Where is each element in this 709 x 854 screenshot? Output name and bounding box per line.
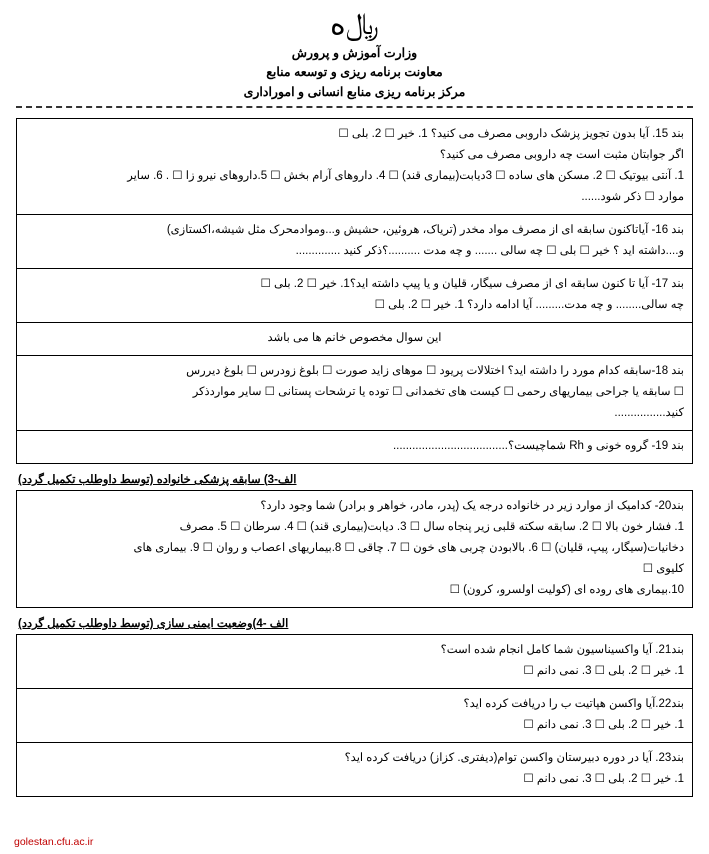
section-heading-alef-4: الف -4)وضعیت ایمنی سازی (توسط داوطلب تکمیل گردد) — [18, 618, 289, 630]
item-23 — [17, 743, 692, 796]
item-18-line-1: بند 18-سابقه کدام مورد را داشته اید؟ اختلالات پریود ☐ موهای زاید صورت ☐ بلوغ زودرس ☐ بلوغ دیررس — [186, 365, 684, 377]
item-18-line-2: ☐ سابقه یا جراحی بیماریهای رحمی ☐ کیست های تخمدانی ☐ توده یا ترشحات پستانی ☐ سایر مواردذکر — [192, 386, 684, 398]
female-only-note-text: این سوال مخصوص خانم ها می باشد — [267, 332, 442, 344]
item-20-line-1: بند20- کدامیک از موارد زیر در خانواده درجه یک (پدر، مادر، خواهر و برادر) شما وجود دارد؟ — [260, 500, 684, 512]
item-21 — [17, 635, 692, 689]
item-20-line-4: کلیوی ☐ — [642, 563, 684, 575]
item-21-line-2: 1. خیر ☐ 2. بلی ☐ 3. نمی دانم ☐ — [523, 665, 684, 677]
item-18-line-3: کنید................ — [614, 407, 684, 419]
item-15 — [17, 119, 692, 215]
item-17-line-2: چه سالی........ و چه مدت......... آیا ادامه دارد؟ 1. خیر ☐ 2. بلی ☐ — [374, 299, 684, 311]
item-17-line-1: بند 17- آیا تا کنون سابقه ای از مصرف سیگار، قلیان و یا پیپ داشته اید؟1. خیر ☐ 2. بلی ☐ — [260, 278, 684, 290]
item-22-line-2: 1. خیر ☐ 2. بلی ☐ 3. نمی دانم ☐ — [523, 719, 684, 731]
emblem-of-iran-icon: ﷼ە — [330, 7, 379, 42]
item-18 — [17, 356, 692, 431]
item-19-line-1: بند 19- گروه خونی و Rh شماچیست؟.................................... — [392, 440, 684, 452]
item-20-line-3: دخانیات(سیگار، پیپ، قلیان) ☐ 6. بالابودن چربی های خون ☐ 7. چاقی ☐ 8.بیماریهای اعصاب و روان ☐ 9. بیماری های — [133, 542, 684, 554]
item-16 — [17, 215, 692, 269]
item-22-line-1: بند22.آیا واکسن هپاتیت ب را دریافت کرده اید؟ — [463, 698, 684, 710]
item-19 — [17, 431, 692, 463]
item-15-line-3: 1. آنتی بیوتیک ☐ 2. مسکن های ساده ☐ 3دیابت(بیماری قند) ☐ 4. داروهای آرام بخش ☐ 5.داروهای نیرو زا ☐ . 6. سایر — [127, 170, 684, 182]
item-16-line-2: و....داشته اید ؟ خیر ☐ بلی ☐ چه سالی ....... و چه مدت ..........؟ذکر کنید .............. — [295, 245, 684, 257]
item-15-line-2: اگر جوابتان مثبت است چه داروبی مصرف می کنید؟ — [439, 149, 684, 161]
item-23-line-1: بند23. آیا در دوره دبیرستان واکسن توام(دیفتری. کزاز) دریافت کرده اید؟ — [344, 752, 684, 764]
item-20-line-2: 1. فشار خون بالا ☐ 2. سابقه سکته قلبی زیر پنجاه سال ☐ 3. دیابت(بیماری قند) ☐ 4. سرطان ☐ 5. مصرف — [179, 521, 684, 533]
deputy-title: معاونت برنامه ریزی و توسعه منابع — [266, 65, 443, 79]
header-divider — [16, 106, 693, 108]
female-only-note — [17, 323, 692, 356]
item-15-line-1: بند 15. آیا بدون تجویز پزشک داروبی مصرف می کنید؟ 1. خیر ☐ 2. بلی ☐ — [338, 128, 684, 140]
item-16-line-1: بند 16- آیاتاکنون سابقه ای از مصرف مواد مخدر (تریاک، هروئین، حشیش و...وموادمحرک مثل شیشه،اکستازی) — [166, 224, 684, 236]
document-header — [16, 0, 693, 108]
item-22 — [17, 689, 692, 743]
immunization-block — [16, 634, 693, 797]
item-15-line-4: موارد ☐ ذکر شود...... — [581, 191, 684, 203]
item-20 — [17, 491, 692, 607]
item-23-line-2: 1. خیر ☐ 2. بلی ☐ 3. نمی دانم ☐ — [523, 773, 684, 785]
section-heading-alef-3: الف-3) سابقه پزشکی خانواده (توسط داوطلب تکمیل گردد) — [18, 474, 297, 486]
item-21-line-1: بند21. آیا واکسیناسیون شما کامل انجام شده است؟ — [440, 644, 684, 656]
footer-url[interactable]: golestan.cfu.ac.ir — [14, 836, 94, 848]
center-title: مرکز برنامه ریزی منابع انسانی و اموراداری — [243, 85, 466, 99]
item-20-line-5: 10.بیماری های روده ای (کولیت اولسرو، کرون) ☐ — [449, 584, 684, 596]
item-17 — [17, 269, 692, 323]
ministry-title: وزارت آموزش و پرورش — [291, 46, 418, 60]
family-history-block — [16, 490, 693, 608]
medical-history-block — [16, 118, 693, 464]
